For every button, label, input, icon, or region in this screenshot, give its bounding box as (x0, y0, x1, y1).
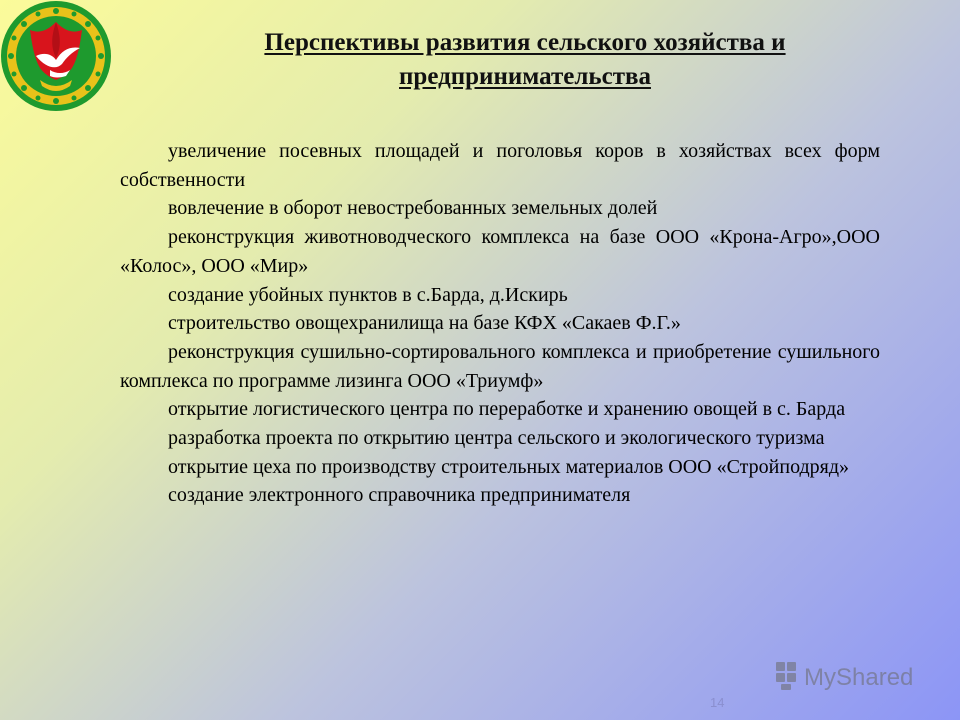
tatarstan-emblem-icon (0, 0, 112, 112)
title-line-1: Перспективы развития сельского хозяйства и (264, 29, 786, 56)
list-item: создание электронного справочника предпринимателя (168, 484, 631, 507)
list-item: вовлечение в оборот невостребованных земельных долей (168, 197, 658, 220)
list-item: реконструкция животноводческого комплекса на базе ООО «Крона-Агро»,ООО «Колос», ООО «Мир» (120, 226, 880, 277)
list-item: увеличение посевных площадей и поголовья коров в хозяйствах всех форм собственности (120, 140, 880, 191)
list-item: реконструкция сушильно-сортировального комплекса и приобретение сушильного комплекса по программе лизинга ООО «Триумф» (120, 340, 880, 392)
list-item: открытие цеха по производству строительных материалов ООО «Стройподряд» (168, 455, 850, 478)
list-item: строительство овощехранилища на базе КФХ «Сакаев Ф.Г.» (168, 312, 681, 335)
list-item: разработка проекта по открытию центра сельского и экологического туризма (168, 427, 825, 450)
page-number: 14 (710, 695, 725, 710)
list-item: создание убойных пунктов в с.Барда, д.Искирь (168, 283, 568, 306)
page-title (120, 26, 930, 94)
items-list (120, 137, 880, 510)
myshared-logo-icon (776, 662, 796, 690)
myshared-watermark (772, 656, 932, 696)
watermark-text: MyShared (804, 664, 914, 691)
title-line-2: предпринимательства (399, 63, 651, 90)
list-item: открытие логистического центра по переработке и хранению овощей в с. Барда (168, 398, 846, 421)
